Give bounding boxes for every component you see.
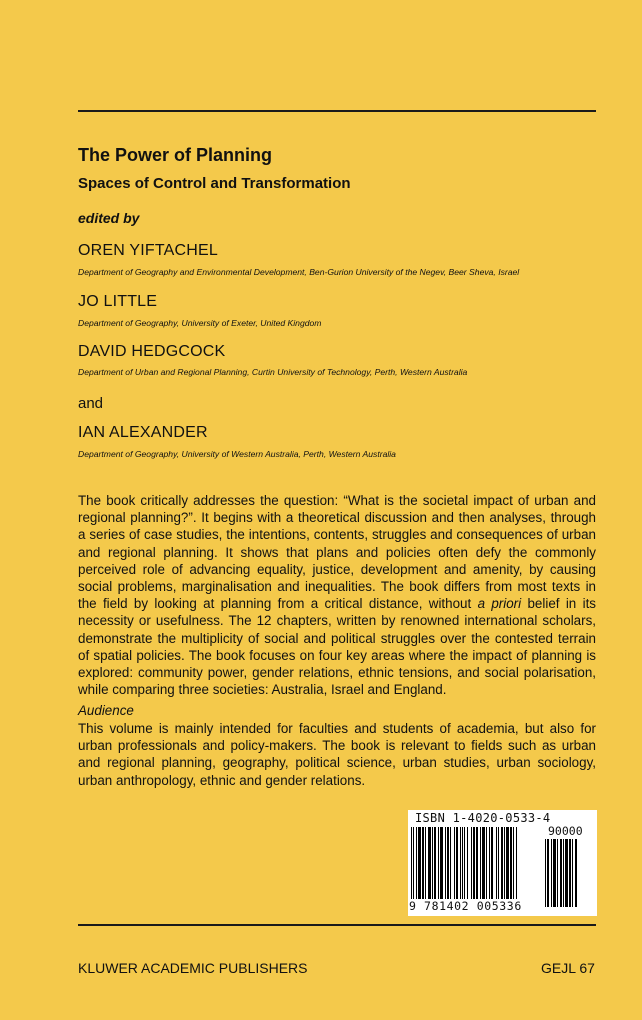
editor-affiliation-2: Department of Geography, University of Exeter, United Kingdom [78,318,322,328]
editor-name-3: DAVID HEDGCOCK [78,343,226,360]
bottom-rule [78,924,596,926]
editor-affiliation-1: Department of Geography and Environmental Development, Ben-Gurion University of the Negev, Beer Sheva, Israel [78,267,520,277]
barcode-bar [569,839,571,907]
barcode-addon-number: 90000 [548,824,583,838]
barcode-bar [450,827,451,907]
barcode-bar [476,827,478,907]
editor-name-2: JO LITTLE [78,293,158,310]
editor-name-1: OREN YIFTACHEL [78,242,219,259]
barcode-bar [460,827,461,907]
barcode-main-bars [410,827,540,907]
barcode-bar [547,839,549,907]
barcode-bar [467,827,468,907]
barcode-bar [498,827,499,907]
barcode-bar [456,827,458,907]
barcode-bar [454,827,455,907]
description-emphasis: a priori [477,596,522,612]
isbn-barcode [408,810,597,916]
barcode-bar [560,839,562,907]
barcode-bar [434,827,436,907]
audience-heading: Audience [78,703,134,718]
barcode-bar [482,827,485,907]
barcode-bar [575,839,577,907]
barcode-bar [563,839,564,907]
barcode-bar [516,827,517,907]
barcode-bar [486,827,487,907]
barcode-addon-bars [544,839,594,907]
editor-affiliation-3: Department of Urban and Regional Planning, Curtin University of Technology, Perth, Western Australia [78,367,468,377]
description-text-2: belief in its necessity or usefulness. The 12 chapters, written by renowned international scholars, demonstrate the multiplicity of social and political struggles over the contested terrain of spatial policies. The book focuses on four key areas where the impact of planning is explored: community power, gender relations, ethnic tensions, and social polarisation, while comparing three societies: Australia, Israel and England. [78,596,596,698]
barcode-bar [473,827,475,907]
barcode-bar [411,827,412,907]
barcode-bar [440,827,443,907]
barcode-bar [425,827,426,907]
barcode-bar [464,827,465,907]
description-paragraph [78,492,596,698]
edited-by-label: edited by [78,210,140,226]
barcode-bar [506,827,509,907]
and-connector: and [78,395,104,412]
barcode-bar [413,827,414,907]
book-subtitle: Spaces of Control and Transformation [78,175,351,192]
barcode-bar [432,827,433,907]
barcode-bar [418,827,421,907]
barcode-bar [510,827,512,907]
barcode-bar [422,827,424,907]
barcode-bar [438,827,439,907]
catalog-code: GEJL 67 [541,960,595,976]
barcode-bar [445,827,446,907]
barcode-bar [471,827,472,907]
barcode-bar [545,839,546,907]
book-title: The Power of Planning [78,145,273,165]
publisher-name: KLUWER ACADEMIC PUBLISHERS [78,960,308,976]
barcode-bar [462,827,463,907]
editor-affiliation-4: Department of Geography, University of Western Australia, Perth, Western Australia [78,449,396,459]
barcode-bar [504,827,505,907]
barcode-bar [447,827,449,907]
barcode-bar [489,827,490,907]
description-text-1: The book critically addresses the question: “What is the societal impact of urban and regional planning?”. It begins with a theoretical discussion and then analyses, through a series of case studies, the intentions, contents, struggles and consequences of urban and regional planning. It shows that plans and policies often defy the commonly perceived role of advancing equality, justice, development and amenity, by causing social problems, marginalisation and inequalities. The book differs from most texts in the field by looking at planning from a critical distance, without [78,493,596,612]
barcode-bar [496,827,497,907]
barcode-bar [428,827,431,907]
isbn-text: ISBN 1-4020-0533-4 [415,811,551,825]
barcode-bar [480,827,481,907]
barcode-bar [416,827,417,907]
barcode-bar [551,839,552,907]
barcode-bar [572,839,573,907]
ean-number: 9 781402 005336 [409,899,522,913]
barcode-bar [557,839,558,907]
barcode-bar [491,827,493,907]
barcode-bar [565,839,568,907]
barcode-bar [553,839,556,907]
barcode-bar [501,827,503,907]
audience-text: This volume is mainly intended for faculties and students of academia, but also for urban professionals and policy-makers. The book is relevant to fields such as urban and regional planning, geography, political science, urban studies, urban sociology, urban anthropology, ethnic and gender relations. [78,721,596,788]
barcode-bar [513,827,514,907]
editor-name-4: IAN ALEXANDER [78,424,208,441]
top-rule [78,110,596,112]
